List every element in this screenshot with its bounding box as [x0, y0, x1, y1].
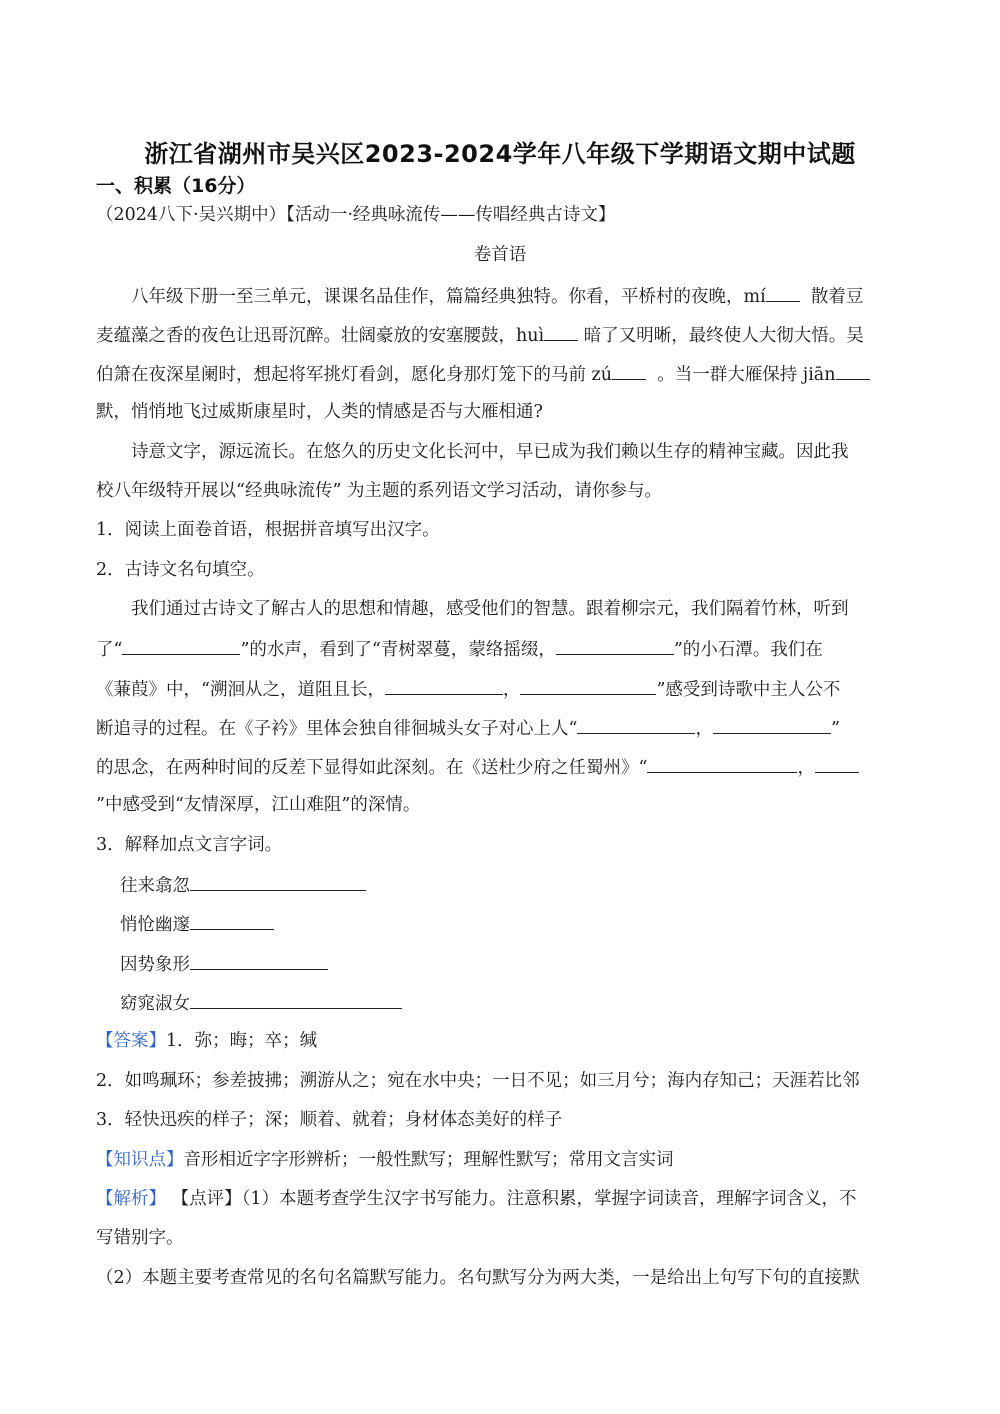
q3-item-4: 窈窕淑女	[120, 990, 402, 1016]
intro-line-1: 八年级下册一至三单元，课课名品佳作，篇篇经典独特。你看，平桥村的夜晚，mí 散着豆	[131, 283, 863, 309]
answer-line-3: 3．轻快迅疾的样子；深；顺着、就着；身材体态美好的样子	[96, 1110, 563, 1130]
pinyin-blank-3[interactable]	[612, 361, 646, 380]
fill-blank-3[interactable]	[385, 676, 503, 695]
q2-line-6: ”中感受到“友情深厚，江山难阻”的深情。	[96, 795, 421, 815]
q2-line-4: 断追寻的过程。在《子衿》里体会独自徘徊城头女子对心上人“ ， ”	[96, 715, 840, 741]
analysis-line-3: （2）本题主要考查常见的名句名篇默写能力。名句默写分为两大类，一是给出上句写下句的直接默	[96, 1268, 860, 1288]
intro-line-2: 麦蕴藻之香的夜色让迅哥沉醉。壮阔豪放的安塞腰鼓，huì 暗了又明晰，最终使人大彻大悟。吴	[96, 322, 864, 348]
question-1: 1．阅读上面卷首语，根据拼音填写出汉字。	[96, 520, 440, 540]
q3-blank-3[interactable]	[190, 951, 328, 970]
fill-blank-4[interactable]	[520, 676, 656, 695]
q3-item-1: 往来翕忽	[120, 872, 366, 898]
pinyin-blank-4[interactable]	[836, 361, 870, 380]
section-heading: 一、积累（16分）	[96, 175, 256, 197]
q2-line-2: 了“ ”的水声，看到了“青树翠蔓，蒙络摇缀， ”的小石潭。我们在	[96, 636, 823, 662]
analysis-line-1: 【解析】 【点评】（1）本题考查学生汉字书写能力。注意积累，掌握字词读音，理解字词含义，不	[96, 1189, 857, 1209]
pinyin-blank-1[interactable]	[766, 283, 800, 302]
q3-item-2: 悄怆幽邃	[120, 911, 274, 937]
intro-line-6: 校八年级特开展以“经典咏流传” 为主题的系列语文学习活动，请你参与。	[96, 481, 662, 501]
q2-line-1: 我们通过古诗文了解古人的思想和情趣，感受他们的智慧。跟着柳宗元，我们隔着竹林，听到	[131, 599, 849, 619]
intro-line-5: 诗意文字，源远流长。在悠久的历史文化长河中，早已成为我们赖以生存的精神宝藏。因此我	[131, 442, 849, 462]
question-2: 2．古诗文名句填空。	[96, 560, 265, 580]
q2-line-3: 《蒹葭》中，“溯洄从之，道阻且长， ， ”感受到诗歌中主人公不	[96, 676, 840, 702]
knowledge-label: 【知识点】	[96, 1150, 184, 1170]
knowledge-line: 【知识点】音形相近字字形辨析；一般性默写；理解性默写；常用文言实词	[96, 1150, 674, 1170]
q3-blank-2[interactable]	[190, 911, 274, 930]
answer-line-1: 【答案】1．弥；晦；卒；缄	[96, 1031, 318, 1051]
activity-line: （2024八下·吴兴期中）【活动一·经典咏流传——传唱经典古诗文】	[96, 205, 616, 225]
subtitle: 卷首语	[473, 245, 527, 265]
intro-line-4: 默，悄悄地飞过威斯康星时，人类的情感是否与大雁相通?	[96, 402, 543, 422]
q2-line-5: 的思念，在两种时间的反差下显得如此深刻。在《送杜少府之任蜀州》“ ，	[96, 754, 859, 780]
fill-blank-1[interactable]	[122, 636, 240, 655]
fill-blank-8[interactable]	[815, 754, 859, 773]
pinyin-blank-2[interactable]	[544, 322, 578, 341]
answer-label: 【答案】	[96, 1031, 166, 1051]
fill-blank-2[interactable]	[556, 636, 674, 655]
intro-line-3: 伯箫在夜深星阑时，想起将军挑灯看剑，愿化身那灯笼下的马前 zú 。当一群大雁保持 jiān	[96, 361, 870, 387]
analysis-label: 【解析】	[96, 1189, 166, 1209]
analysis-line-2: 写错别字。	[96, 1228, 184, 1248]
fill-blank-5[interactable]	[577, 715, 695, 734]
question-3: 3．解释加点文言字词。	[96, 835, 283, 855]
q3-blank-4[interactable]	[190, 990, 402, 1009]
q3-item-3: 因势象形	[120, 951, 328, 977]
answer-line-2: 2．如鸣珮环；参差披拂；溯游从之；宛在水中央；一日不见；如三月兮；海内存知己；天涯若比邻	[96, 1071, 860, 1091]
fill-blank-7[interactable]	[647, 754, 797, 773]
page-title: 浙江省湖州市吴兴区2023-2024学年八年级下学期语文期中试题	[144, 140, 856, 168]
q3-blank-1[interactable]	[190, 872, 366, 891]
fill-blank-6[interactable]	[713, 715, 831, 734]
